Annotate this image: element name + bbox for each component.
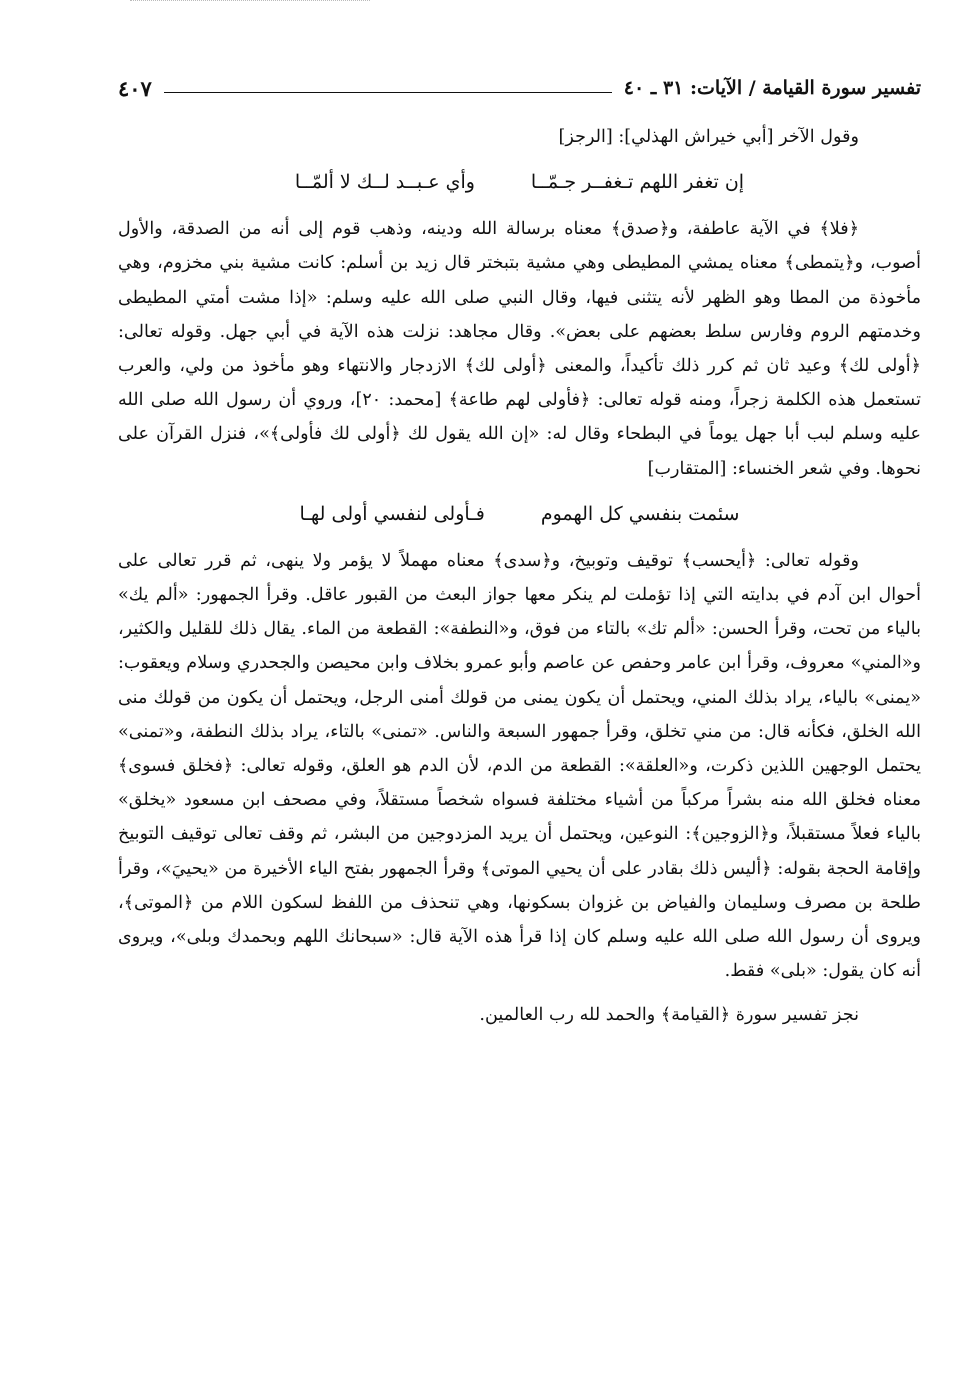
poetry-verse-1 xyxy=(118,162,921,202)
commentary-paragraph-1: ﴿فلا﴾ في الآية عاطفة، و﴿صدق﴾ معناه برسالة الله ودينه، وذهب قوم إلى أنه من الصدقة، والأول أصوب، و﴿يتمطى﴾ معناه يمشي المطيطى وهي مشية بتبختر قال زيد بن أسلم: كانت مشية بني مخزوم، وهي مأخوذة من المطا وهو الظهر لأنه يتثنى فيها، وقال النبي صلى الله عليه وسلم: «إذا مشت أمتي المطيطى وخدمتهم الروم وفارس سلط بعضهم على بعض». وقال مجاهد: نزلت هذه الآية في أبي جهل. وقوله تعالى: ﴿أولى لك﴾ وعيد ثان ثم كرر ذلك تأكيداً، والمعنى ﴿أولى لك﴾ الازدجار والانتهاء وهو مأخوذ من ولي، والعرب تستعمل هذه الكلمة زجراً، ومنه قوله تعالى: ﴿فأولى لهم طاعة﴾ [محمد: ٢٠]، وروي أن رسول الله صلى الله عليه وسلم لبب أبا جهل يوماً في البطحاء وقال له: «إن الله يقول لك ﴿أولى لك فأولى﴾»، فنزل القرآن على نحوها. وفي شعر الخنساء: [المتقارب] xyxy=(118,219,921,479)
closing-line: نجز تفسير سورة ﴿القيامة﴾ والحمد لله رب العالمين. xyxy=(479,1005,859,1026)
verse-2-first-hemistich: سئمت بنفسي كل الهموم xyxy=(540,502,740,525)
verse-1-second-hemistich: وأي عـبــد لــك لا ألمّــا xyxy=(294,171,475,194)
verse-1-first-hemistich: إن تغفر اللهم تـغفــر جـمّــا xyxy=(530,171,745,194)
verse-2-second-hemistich: فـأولى لنفسي أولى لهـا xyxy=(299,502,485,525)
commentary-paragraph-2: وقوله تعالى: ﴿أيحسب﴾ توقيف وتوبيخ، و﴿سدى﴾ معناه مهملاً لا يؤمر ولا ينهى، ثم قرر تعالى على أحوال ابن آدم في بدايته التي إذا تؤملت لم ينكر معها جواز البعث من القبور عاقل. وقرأ الجمهور: «ألم يك» بالياء من تحت، وقرأ الحسن: «ألم تك» بالتاء من فوق، و«النطفة»: القطعة من الماء. يقال ذلك للقليل والكثير، و«المني» معروف، وقرأ ابن عامر وحفص عن عاصم وأبو عمرو بخلاف وابن محيصن والجحدري وسلام ويعقوب: «يمنى» بالياء، يراد بذلك المني، ويحتمل أن يكون يمنى من قولك أمنى الرجل، ويحتمل أن يكون من قولك منى الله الخلق، فكأنه قال: من مني تخلق، وقرأ جمهور السبعة والناس. «تمنى» بالتاء، يراد بذلك النطفة، و«تمنى» يحتمل الوجهين اللذين ذكرت، و«العلقة»: القطعة من الدم، لأن الدم هو العلق، وقوله تعالى: ﴿فخلق فسوى﴾ معناه فخلق الله منه بشراً مركباً من أشياء مختلفة فسواه شخصاً مستقلاً، وفي مصحف ابن مسعود «يخلق» بالياء فعلاً مستقبلاً، و﴿الزوجين﴾: النوعين، ويحتمل أن يريد المزدوجين من البشر، ثم وقف تعالى توقيف التوبيخ وإقامة الحجة بقوله: ﴿أليس ذلك بقادر على أن يحيي الموتى﴾ وقرأ الجمهور بفتح الياء الأخيرة من «يحييَ»، وقرأ طلحة بن مصرف وسليمان والفياض بن غزوان بسكونها، وهي تنحذف من اللفظ لسكون اللام من ﴿الموتى﴾، ويروى أن رسول الله صلى الله عليه وسلم كان إذا قرأ هذه الآية قال: «سبحانك اللهم وبحمدك وبلى»، ويروى أنه كان يقول: «بلى» فقط. xyxy=(118,550,921,982)
page-header xyxy=(118,70,921,106)
page-number: ٤٠٧ xyxy=(118,75,152,101)
scan-marks xyxy=(130,0,370,7)
header-rule xyxy=(164,92,612,93)
page-body xyxy=(118,120,921,1033)
intro-line: وقول الآخر [أبي خيراش الهذلي]: [الرجز] xyxy=(558,127,859,147)
poetry-verse-2 xyxy=(118,494,921,534)
running-title: تفسير سورة القيامة / الآيات: ٣١ ـ ٤٠ xyxy=(623,77,921,99)
